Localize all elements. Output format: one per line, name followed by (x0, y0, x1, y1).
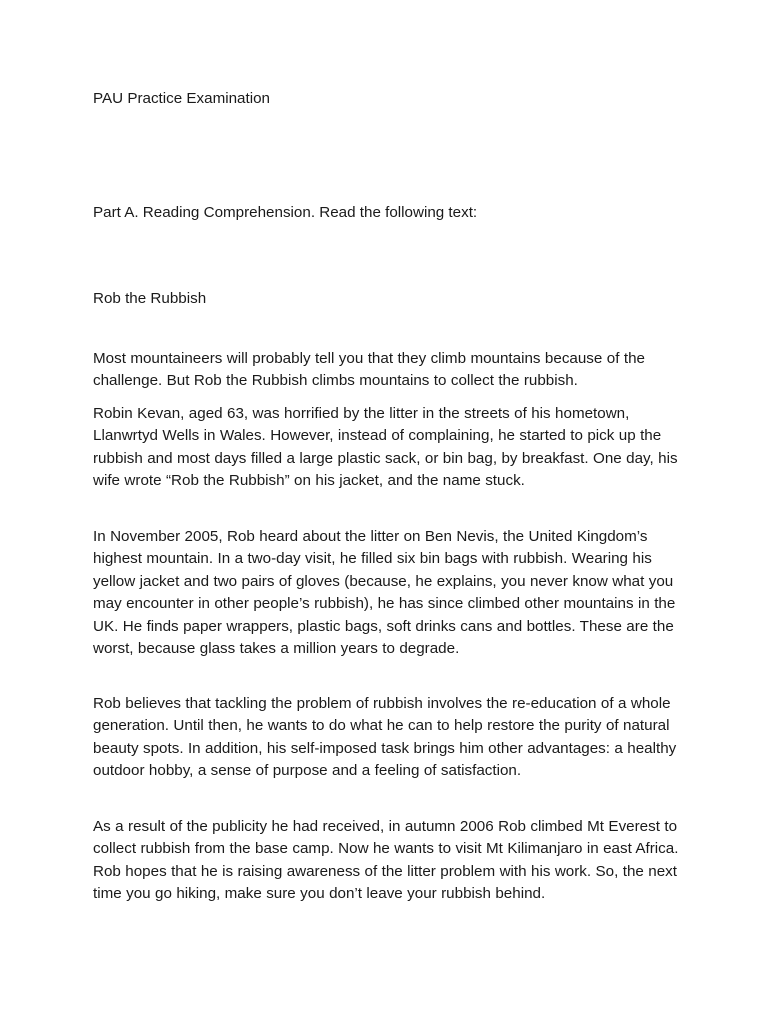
paragraph-2: Robin Kevan, aged 63, was horrified by the litter in the streets of his hometown, Llanwrtyd Wells in Wales. However, instead of complaining, he started to pick up the rubbish and most days filled a large plastic sack, or bin bag, by breakfast. One day, his wife wrote “Rob the Rubbish” on his jacket, and the name stuck. (93, 405, 678, 490)
paragraph-1: Most mountaineers will probably tell you that they climb mountains because of the challenge. But Rob the Rubbish climbs mountains to collect the rubbish. (93, 350, 645, 390)
paragraph-4: Rob believes that tackling the problem of rubbish involves the re-education of a whole generation. Until then, he wants to do what he can to help restore the purity of natural beauty spots. In addition, his self-imposed task brings him other advantages: a healthy outdoor hobby, a sense of purpose and a feeling of satisfaction. (93, 695, 677, 780)
article-title: Rob the Rubbish (93, 290, 207, 307)
paragraph-5: As a result of the publicity he had received, in autumn 2006 Rob climbed Mt Everest to collect rubbish from the base camp. Now he wants to visit Mt Kilimanjaro in east Africa. Rob hopes that he is raising awareness of the litter problem with his work. So, the next time you go hiking, make sure you don’t leave your rubbish behind. (93, 818, 679, 903)
paragraph-3: In November 2005, Rob heard about the litter on Ben Nevis, the United Kingdom’s highest mountain. In a two-day visit, he filled six bin bags with rubbish. Wearing his yellow jacket and two pairs of gloves (because, he explains, you never know what you may encounter in other people’s rubbish), he has since climbed other mountains in the UK. He finds paper wrappers, plastic bags, soft drinks cans and bottles. These are the worst, because glass takes a million years to degrade. (93, 528, 676, 658)
part-heading: Part A. Reading Comprehension. Read the following text: (93, 204, 478, 221)
document-title: PAU Practice Examination (93, 90, 270, 107)
